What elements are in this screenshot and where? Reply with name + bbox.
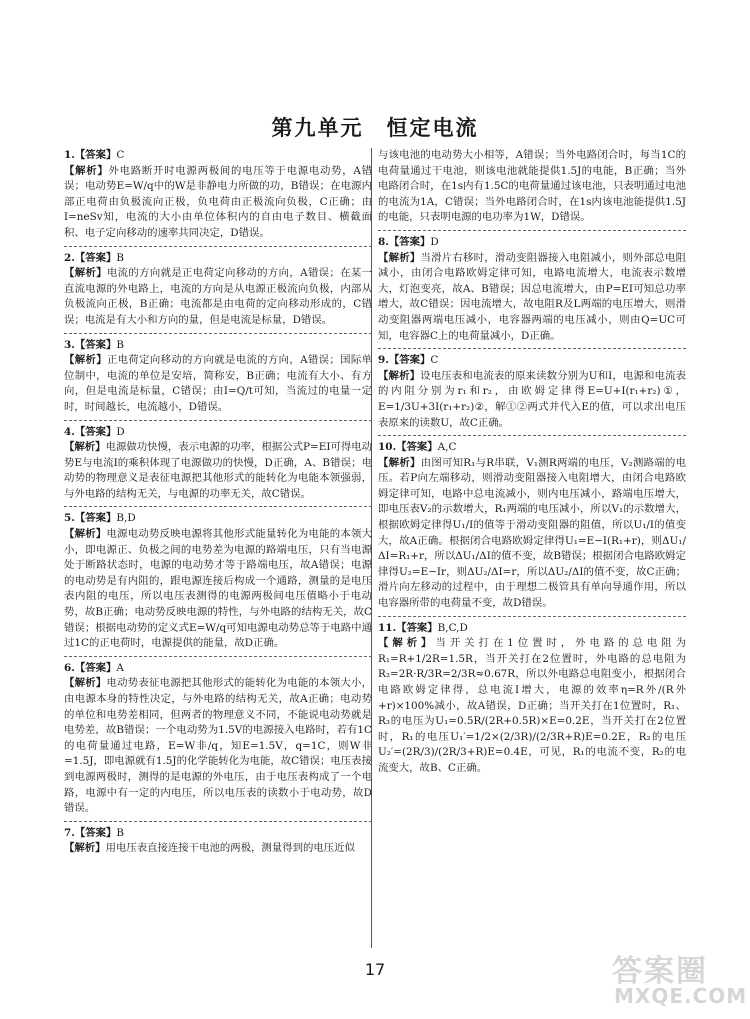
analysis-body: 电源电动势反映电源将其他形式能量转化为电能的本领大小，即电源正、负极之间的电势差为电源的路端电压，只有当电源处于断路状态时，电源的电动势才等于路端电压，故A错误；电源的电动势是有内阻的，跟电源连接后构成一个通路，测量的是电压表内阻的电压，所以电压表测得的电源两极间电压值略小于电动势，故B正确；电动势反映电源的特性，与外电路的结构无关，故C错误；根据电动势的定义式E=W/q可知电源电动势总等于电路中通过1C的正电荷时，电源提供的能量，故D正确。 [64,528,372,650]
answer-tag: 【答案】 [396,621,438,634]
analysis-tag: 【解析】 [64,677,107,690]
left-column [64,146,372,863]
analysis-tag: 【解析】 [64,441,106,454]
analysis-body: 电源做功快慢，表示电源的功率，根据公式P=EI可得电动势E与电流I的乘积体现了电源做功的快慢，D正确，A、B错误；电动势的物理意义是表征电源把其他形式的能转化为电能本领强弱，与外电路的结构无关，与电源的功率无关，故C错误。 [64,441,373,500]
analysis-text [64,841,372,857]
answer-line [64,661,372,677]
analysis-body: 设电压表和电流表的原来读数分别为U和I，电源和电流表的内阻分别为r₁和r₂，由欧姆定律得E=U+I(r₁+r₂)①，E=1/3U+3I(r₁+r₂)②，解①②两式并代入E的值，可以求出电压表原来的读数U，故C正确。 [378,369,687,429]
answer-line [64,425,372,441]
analysis-text [64,353,372,415]
analysis-text [378,369,686,431]
watermark-logo: 答案圈 [612,954,708,989]
answer-tag: 【答案】 [74,512,117,525]
analysis-text [378,148,686,226]
answer-item [64,249,372,334]
answer-value: D [430,235,439,248]
answer-tag: 【答案】 [74,149,117,161]
question-number: 2. [64,251,75,264]
answer-value: B,D [116,512,136,525]
analysis-tag: 【解析】 [64,267,107,280]
answer-item [378,438,686,617]
analysis-body: 用电压表直接连接干电池的两极，测量得到的电压近似 [105,842,355,855]
question-number: 6. [64,661,75,674]
right-column [378,146,686,783]
analysis-tag: 【解析】 [64,164,109,177]
answer-tag: 【答案】 [396,441,438,454]
answer-line [378,235,686,251]
question-number: 10. [378,441,397,454]
answer-value: B [116,826,125,839]
analysis-tag: 【解析】 [378,637,436,650]
answer-line [378,440,686,456]
answer-value: A,C [437,441,457,454]
answer-tag: 【答案】 [74,425,117,438]
question-number: 3. [64,338,75,351]
answer-line [378,353,686,369]
analysis-body: 与该电池的电动势大小相等，A错误；当外电路闭合时，每当1C的电荷量通过干电池，则该电池就能提供1.5J的电能，B正确；当外电路闭合时，在1s内有1.5C的电荷量通过该电池，只表明通过电池的电流为1A，C错误；当外电路闭合时，在1s内该电池能提供1.5J的电能，只表明电源的电功率为1W，D错误。 [378,149,686,224]
question-number: 11. [378,621,397,634]
answer-value: B,C,D [437,621,468,634]
analysis-body: 电流的方向就是正电荷定向移动的方向，A错误；在某一直流电源的外电路上，电流的方向是从电源正极流向负极，内部从负极流向正极，B正确；电流都是由电荷的定向移动形成的，C错误；电流是有大小和方向的量，但是电流是标量，D错误。 [64,267,372,326]
answer-tag: 【答案】 [388,354,431,367]
answer-item [64,509,372,656]
analysis-text [64,164,372,242]
analysis-text [64,676,372,816]
analysis-body: 当开关打在1位置时，外电路的总电阻为R₁=R+1/2R=1.5R，当开关打在2位置时，外电路的总电阻为R₂=2R·R/3R=2/3R≈0.67R，所以外电路总电阻变小，根据闭合电路欧姆定律得，总电流I增大，电源的效率η=R外/(R外+r)×100%减小，故A错误，D正确；当开关打在1位置时，R₁、R₃的电压为U₁=0.5R/(2R+0.5R)×E=0.2E，当开关打在2位置时，R₁的电压U₁′=1/2×(2/3R)/(2/3R+R)E=0.2E，R₂的电压U₂′=(2R/3)/(2R/3+R)E=0.4E，可见，R₁的电流不变，R₂的电流变大，故B、C正确。 [378,637,687,774]
analysis-tag: 【解析】 [64,528,107,541]
answer-item [64,659,372,822]
analysis-body: 电动势表征电源把其他形式的能转化为电能的本领大小，由电源本身的特性决定，与外电路的结构无关，故A正确；电动势的单位和电势差相同，但两者的物理意义不同，不能说电动势就是电势差，故B错误；一个电动势为1.5V的电源接入电路时，若有1C的电荷量通过电路，E=W非/q，知E=1.5V，q=1C，则W非=1.5J，即电源就有1.5J的化学能转化为电能，故C错误；电压表接到电源两极时，测得的是电源的外电压，由于电压表构成了一个电路，电源中有一定的内电压，所以电压表的读数小于电动势，故D错误。 [64,677,372,815]
answer-item [64,146,372,247]
analysis-tag: 【解析】 [378,456,421,469]
analysis-text [378,456,686,612]
answer-value: A [116,661,124,674]
answer-line [64,511,372,527]
analysis-text [64,440,372,502]
question-number: 5. [64,512,75,525]
answer-item [378,233,686,349]
question-number: 8. [378,235,389,248]
analysis-body: 当滑片右移时，滑动变阻器接入电阻减小，则外部总电阻减小，由闭合电路欧姆定律可知，电路电流增大，电流表示数增大，灯泡变亮，故A、B错误；因总电流增大，由P=EI可知总功率增大，故C错误；因电流增大，故电阻R及L两端的电压增大，则滑动变阻器两端电压减小，电容器两端的电压减小，则由Q=UC可知，电容器C上的电荷量减小，D正确。 [378,251,686,342]
answer-line [64,148,372,164]
answer-value: B [116,251,125,264]
analysis-text [64,527,372,652]
answer-value: C [430,354,439,367]
answer-tag: 【答案】 [388,235,431,248]
unit-title: 第九单元 恒定电流 [271,116,479,140]
answer-item [64,336,372,421]
answer-line [64,338,372,354]
answer-tag: 【答案】 [74,826,117,839]
answer-item [64,824,372,861]
answer-tag: 【答案】 [74,338,117,351]
analysis-tag: 【解析】 [378,251,421,264]
answer-line [64,251,372,267]
answer-tag: 【答案】 [74,661,117,674]
answer-value: B [116,338,125,351]
analysis-text [378,251,686,345]
analysis-text [64,266,372,328]
answer-item [378,619,686,781]
question-number: 7. [64,826,75,839]
answer-item [378,351,686,436]
analysis-body: 外电路断开时电源两极间的电压等于电源电动势，A错误；电动势E=W/q中的W是非静电力所做的功，B错误；在电源内部正电荷由负极流向正极，负电荷由正极流向负极，C正确；由I=neSv知，电流的大小由单位体积内的自由电子数目、横截面积、电子定向移动的速率共同决定，D错误。 [64,164,373,239]
analysis-tag: 【解析】 [64,842,106,855]
analysis-tag: 【解析】 [378,369,421,382]
watermark-url: MXQE.COM [614,984,748,1008]
answer-line [64,826,372,842]
answer-item [378,146,686,231]
analysis-body: 由图可知R₁与R串联，V₁测R两端的电压，V₂测路端的电压。若P向左端移动，则滑动变阻器接入电阻增大，由闭合电路欧姆定律可知，电路中总电流减小，则内电压减小，路端电压增大，即电压表V₂的示数增大，R₁两端的电压减小，所以V₁的示数增大，根据欧姆定律得U₁/I的值等于滑动变阻器的阻值，所以U₁/I的值变大，故A正确。根据闭合电路欧姆定律得U₁=E−I(R₁+r)，则ΔU₁/ΔI=R₁+r，所以ΔU₁/ΔI的值不变，故B错误；根据闭合电路欧姆定律得U₂=E−Ir，则ΔU₂/ΔI=r，所以ΔU₂/ΔI的值不变，故C正确；滑片向左移动的过程中，由于理想二极管具有单向导通作用，所以电容器所带的电荷量不变，故D错误。 [378,456,686,610]
answer-line [378,621,686,637]
answer-value: D [116,425,125,438]
page-number: 17 [364,960,386,979]
answer-item [64,423,372,508]
answer-value: C [116,149,125,161]
question-number: 9. [378,354,389,367]
question-number: 1. [64,149,75,161]
analysis-text [378,636,686,776]
analysis-tag: 【解析】 [64,354,107,367]
analysis-body: 正电荷定向移动的方向就是电流的方向，A错误；国际单位制中，电流的单位是安培，简称安，B正确；电流有大小、有方向，但是电流是标量，C错误；由I=Q/t可知，当流过的电量一定时，时间越长，电流越小，D错误。 [64,354,372,413]
question-number: 4. [64,425,75,438]
watermark [612,946,748,1012]
answer-tag: 【答案】 [74,251,117,264]
